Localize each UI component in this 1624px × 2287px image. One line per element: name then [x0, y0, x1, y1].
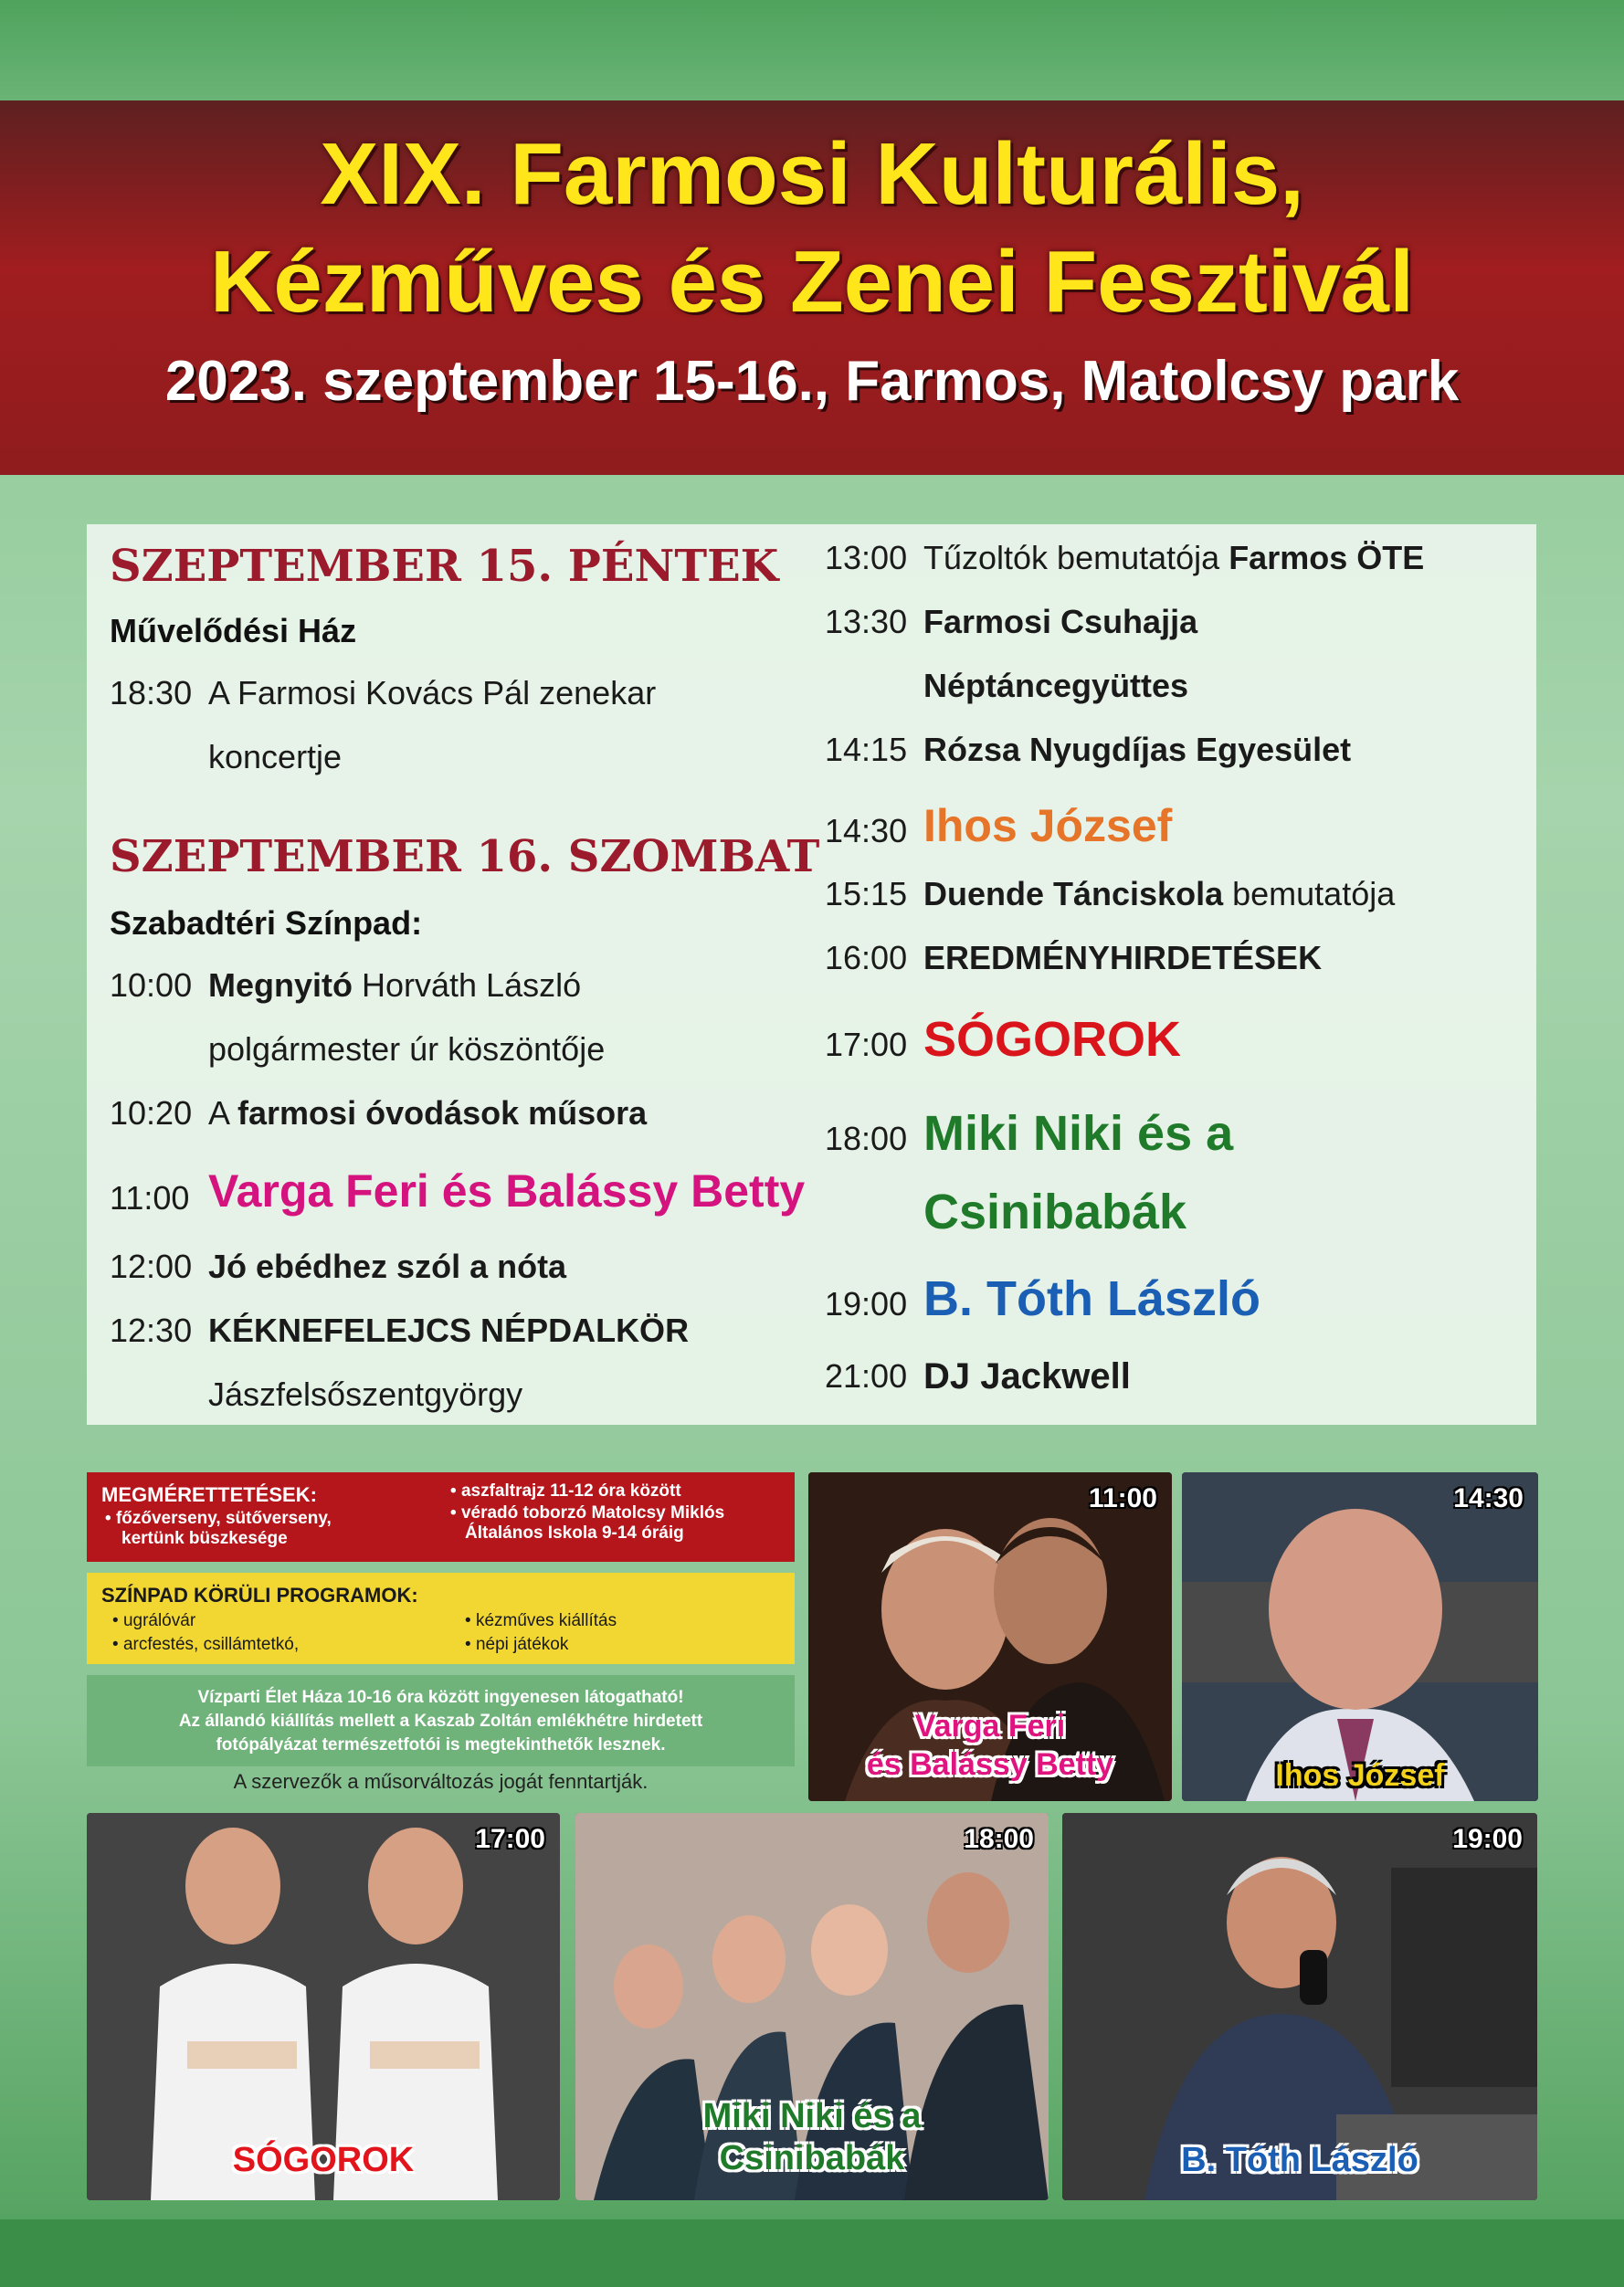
event-date-place: 2023. szeptember 15-16., Farmos, Matolcsy park — [164, 350, 1460, 413]
stage-programs-box — [87, 1573, 795, 1664]
schedule-row — [825, 526, 1424, 590]
time: 10:20 — [110, 1094, 193, 1132]
event-text-cont: koncertje — [208, 738, 343, 775]
schedule-row — [825, 1003, 1181, 1081]
event-bold: Farmos ÖTE — [1229, 539, 1425, 576]
schedule-row — [110, 1154, 805, 1235]
event-bold: DJ Jackwell — [923, 1356, 1131, 1396]
time: 13:30 — [825, 603, 908, 640]
schedule-row — [825, 862, 1395, 926]
title-line-2: Kézműves és Zenei Fesztivál — [210, 233, 1414, 331]
performance-time: 19:00 — [1452, 1824, 1523, 1854]
event-text-cont: polgármester úr köszöntője — [208, 1030, 606, 1068]
day2-venue: Szabadtéri Színpad: — [110, 904, 423, 942]
header-banner — [0, 100, 1624, 475]
schedule-row — [825, 926, 1322, 990]
photo-varga-feri-balassy-betty — [808, 1472, 1172, 1801]
photo-ihos-jozsef — [1182, 1472, 1538, 1801]
info-line: Vízparti Élet Háza 10-16 óra között ingyenesen látogatható! — [197, 1688, 684, 1707]
time: 10:00 — [110, 966, 193, 1004]
list-item: • kézműves kiállítás — [465, 1611, 617, 1630]
list-item: • főzőverseny, sütőverseny, — [105, 1509, 332, 1528]
schedule-row — [825, 1262, 1260, 1341]
schedule-row — [110, 1081, 647, 1145]
time: 21:00 — [825, 1357, 908, 1395]
event-highlight: Miki Niki és a — [923, 1106, 1234, 1161]
performance-time: 14:30 — [1453, 1483, 1524, 1513]
schedule-row — [825, 1344, 1131, 1408]
event-bold: EREDMÉNYHIRDETÉSEK — [923, 939, 1323, 976]
event-highlight: B. Tóth László — [923, 1271, 1260, 1326]
info-line: fotópályázat természetfotói is megtekinthetők lesznek. — [216, 1735, 666, 1755]
event-text: A Farmosi Kovács Pál zenekar — [208, 674, 657, 711]
photo-sogorok — [87, 1813, 560, 2200]
photo-b-toth-laszlo — [1062, 1813, 1537, 2200]
time: 18:00 — [825, 1120, 908, 1157]
time: 17:00 — [825, 1026, 908, 1063]
performance-time: 18:00 — [964, 1824, 1034, 1854]
performer-name-cont: Csinibabák — [719, 2139, 905, 2177]
schedule-row — [825, 1094, 1233, 1178]
event-highlight: Ihos József — [923, 800, 1173, 851]
time: 16:00 — [825, 939, 908, 976]
schedule-row — [825, 590, 1197, 654]
event-bold: farmosi óvodások műsora — [237, 1094, 648, 1132]
time: 14:30 — [825, 812, 908, 849]
event-text: Tűzoltók bemutatója — [923, 539, 1229, 576]
list-item: • véradó toborzó Matolcsy Miklós — [450, 1503, 725, 1523]
event-highlight: SÓGOROK — [923, 1012, 1182, 1067]
schedule-row — [110, 1299, 689, 1363]
event-highlight: Varga Feri és Balássy Betty — [208, 1165, 806, 1217]
time: 13:00 — [825, 539, 908, 576]
performance-time: 17:00 — [475, 1824, 545, 1854]
info-box — [87, 1675, 795, 1766]
list-item: • arcfestés, csillámtetkó, — [112, 1635, 300, 1654]
event-bold-cont: Néptáncegyüttes — [923, 667, 1189, 704]
performer-photo-image — [1182, 1472, 1538, 1801]
event-bold: Rózsa Nyugdíjas Egyesület — [923, 731, 1352, 768]
performer-name: Miki Niki és a — [702, 2097, 922, 2135]
footer-band — [0, 2219, 1624, 2287]
time: 12:30 — [110, 1312, 193, 1349]
event-text-cont: Jászfelsőszentgyörgy — [208, 1375, 523, 1413]
time: 19:00 — [825, 1285, 908, 1323]
performer-name-cont: és Balássy Betty — [866, 1747, 1114, 1782]
list-item: • népi játékok — [465, 1635, 569, 1654]
schedule-panel — [87, 524, 1536, 1425]
time: 18:30 — [110, 674, 193, 711]
time: 12:00 — [110, 1248, 193, 1285]
event-highlight-cont: Csinibabák — [923, 1185, 1187, 1239]
performer-name: SÓGOROK — [232, 2141, 415, 2179]
performer-name: B. Tóth László — [1181, 2141, 1418, 2179]
schedule-row — [110, 1235, 566, 1299]
competitions-heading: MEGMÉRETTETÉSEK: — [101, 1483, 317, 1506]
event-text: Horváth László — [353, 966, 582, 1004]
performer-name: Varga Feri — [914, 1709, 1066, 1744]
performance-time: 11:00 — [1088, 1483, 1157, 1513]
schedule-row — [110, 954, 581, 1017]
list-item: • ugrálóvár — [112, 1611, 196, 1630]
schedule-row — [825, 718, 1351, 782]
day1-heading: SZEPTEMBER 15. PÉNTEK — [110, 541, 779, 592]
day1-venue: Művelődési Ház — [110, 612, 357, 649]
time: 15:15 — [825, 875, 908, 912]
competitions-box — [87, 1472, 795, 1562]
time: 11:00 — [110, 1179, 190, 1217]
time: 14:15 — [825, 731, 908, 768]
event-bold: Duende Tánciskola — [923, 875, 1224, 912]
day2-heading: SZEPTEMBER 16. SZOMBAT — [110, 831, 820, 882]
title-line-1: XIX. Farmosi Kulturális, — [320, 125, 1304, 223]
schedule-row — [825, 789, 1172, 868]
event-bold: KÉKNEFELEJCS NÉPDALKÖR — [208, 1312, 690, 1349]
info-line: Az állandó kiállítás mellett a Kaszab Zoltán emlékhétre hirdetett — [178, 1712, 703, 1731]
list-item: • aszfaltrajz 11-12 óra között — [450, 1481, 681, 1501]
event-bold: Farmosi Csuhajja — [923, 603, 1198, 640]
schedule-row — [110, 661, 656, 725]
event-text: bemutatója — [1223, 875, 1396, 912]
event-bold: Megnyitó — [208, 966, 353, 1004]
photo-miki-niki-csinibabak — [575, 1813, 1049, 2200]
stage-programs-heading: SZÍNPAD KÖRÜLI PROGRAMOK: — [101, 1584, 418, 1607]
organizer-note: A szervezők a műsorváltozás jogát fenntartják. — [233, 1770, 649, 1793]
event-bold: Jó ebédhez szól a nóta — [208, 1248, 567, 1285]
event-text: A — [208, 1094, 238, 1132]
list-item: Általános Iskola 9-14 óráig — [465, 1523, 684, 1543]
performer-name: Ihos József — [1275, 1758, 1445, 1793]
list-item: kertünk büszkesége — [121, 1529, 288, 1548]
